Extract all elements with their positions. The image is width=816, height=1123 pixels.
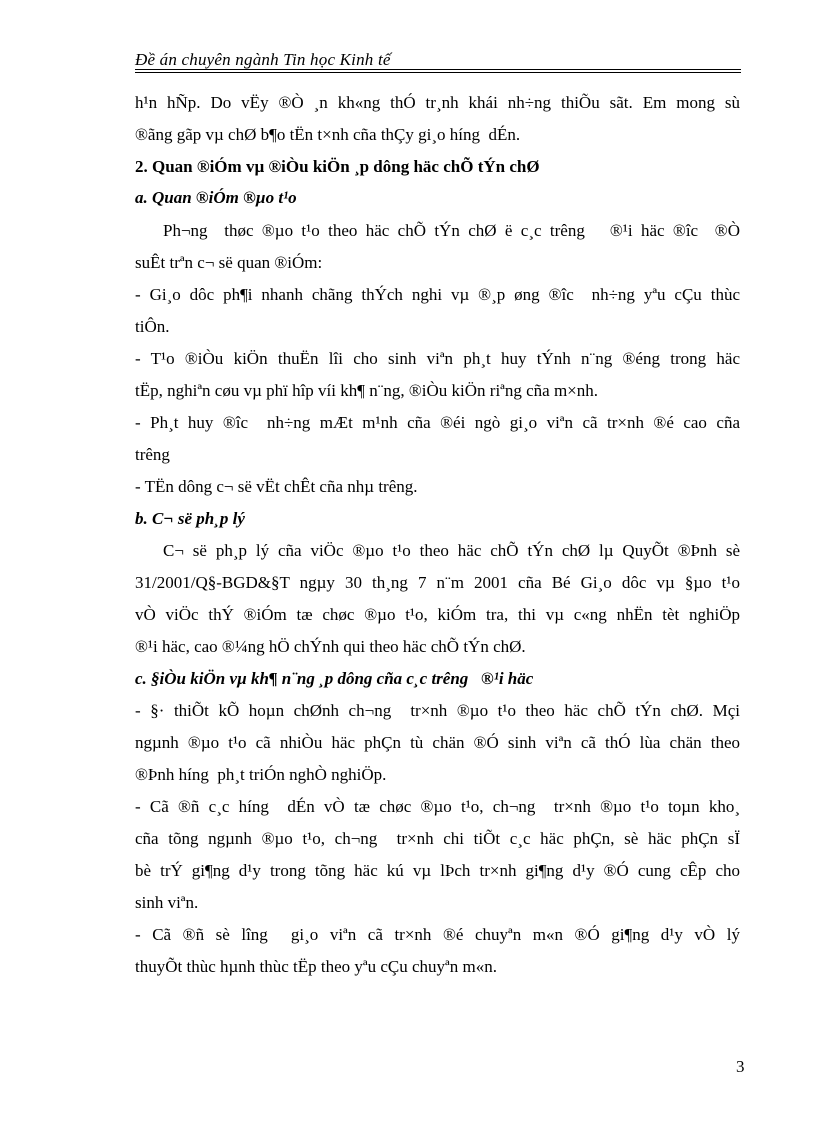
subsection-heading: c. §iÒu kiÖn vµ kh¶ n¨ng ¸p dông cña c¸c trêng ®¹i häc	[135, 669, 534, 688]
body-line: Ph¬ng thøc ®µo t¹o theo häc chÕ tÝn chØ ë c¸c trêng ®¹i häc ®îc ®Ò	[163, 221, 740, 240]
body-line: h¹n hÑp. Do vËy ®Ò ¸n kh«ng thÓ tr¸nh khái nh÷ng thiÕu sãt. Em mong sù	[135, 93, 740, 112]
body-line: trêng	[135, 445, 170, 464]
subsection-heading: b. C¬ së ph¸p lý	[135, 509, 245, 528]
body-line: ®Þnh híng ph¸t triÓn nghÒ nghiÖp.	[135, 765, 387, 784]
section-heading: 2. Quan ®iÓm vµ ®iÒu kiÖn ¸p dông häc chÕ tÝn chØ	[135, 157, 540, 176]
body-line: - Cã ®ñ sè lîng gi¸o viªn cã tr×nh ®é chuyªn m«n ®Ó gi¶ng d¹y vÒ lý	[135, 925, 740, 944]
document-header: Đề án chuyên ngành Tin học Kinh tế	[135, 50, 391, 69]
body-line: sinh viªn.	[135, 893, 199, 912]
body-line: 31/2001/Q§-BGD&§T ngµy 30 th¸ng 7 n¨m 2001 cña Bé Gi¸o dôc vµ §µo t¹o	[135, 573, 740, 592]
body-line: - Cã ®ñ c¸c híng dÉn vÒ tæ chøc ®µo t¹o, ch¬ng tr×nh ®µo t¹o toµn kho¸	[135, 797, 740, 816]
body-line: bè trÝ gi¶ng d¹y trong tõng häc kú vµ lÞch tr×nh gi¶ng d¹y ®Ó cung cÊp cho	[135, 861, 740, 880]
subsection-heading: a. Quan ®iÓm ®µo t¹o	[135, 188, 297, 207]
body-line: vÒ viÖc thÝ ®iÓm tæ chøc ®µo t¹o, kiÓm tra, thi vµ c«ng nhËn tèt nghiÖp	[135, 605, 740, 624]
body-line: - Gi¸o dôc ph¶i nhanh chãng thÝch nghi vµ ®¸p øng ®îc nh÷ng yªu cÇu thùc	[135, 285, 740, 304]
body-line: C¬ së ph¸p lý cña viÖc ®µo t¹o theo häc chÕ tÝn chØ lµ QuyÕt ®Þnh sè	[163, 541, 740, 560]
body-line: suÊt trªn c¬ së quan ®iÓm:	[135, 253, 323, 272]
header-rule-top	[135, 69, 741, 70]
body-line: cña tõng ngµnh ®µo t¹o, ch¬ng tr×nh chi tiÕt c¸c häc phÇn, sè häc phÇn sÏ	[135, 829, 740, 848]
body-line: - TËn dông c¬ së vËt chÊt cña nhµ trêng.	[135, 477, 418, 496]
page-number: 3	[736, 1057, 745, 1076]
body-line: thuyÕt thùc hµnh thùc tËp theo yªu cÇu chuyªn m«n.	[135, 957, 497, 976]
body-line: ®¹i häc, cao ®¼ng hÖ chÝnh qui theo häc chÕ tÝn chØ.	[135, 637, 526, 656]
body-line: - Ph¸t huy ®îc nh÷ng mÆt m¹nh cña ®éi ngò gi¸o viªn cã tr×nh ®é cao cña	[135, 413, 740, 432]
body-line: - T¹o ®iÒu kiÖn thuËn lîi cho sinh viªn ph¸t huy tÝnh n¨ng ®éng trong häc	[135, 349, 740, 368]
body-line: tËp, nghiªn cøu vµ phï hîp víi kh¶ n¨ng, ®iÒu kiÖn riªng cña m×nh.	[135, 381, 599, 400]
header-rule-bottom	[135, 72, 741, 73]
body-line: ®ãng gãp vµ chØ b¶o tËn t×nh cña thÇy gi¸o híng dÉn.	[135, 125, 521, 144]
body-line: ngµnh ®µo t¹o cã nhiÒu häc phÇn tù chän ®Ó sinh viªn cã thÓ lùa chän theo	[135, 733, 740, 752]
body-line: tiÔn.	[135, 317, 170, 336]
body-line: - §· thiÕt kÕ hoµn chØnh ch¬ng tr×nh ®µo t¹o theo häc chÕ tÝn chØ. Mçi	[135, 701, 740, 720]
